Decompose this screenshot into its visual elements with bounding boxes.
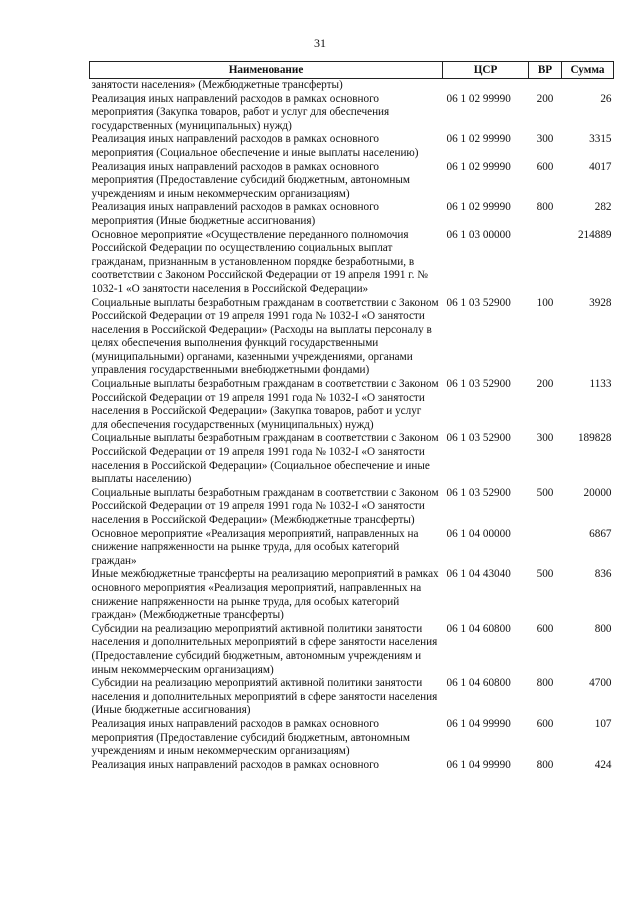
table-header-row bbox=[90, 62, 614, 79]
table-row bbox=[90, 378, 614, 432]
name-cell: Основное мероприятие «Реализация мероприятий, направленных на снижение напряженности на рынке труда, для особых категорий граждан» bbox=[91, 527, 419, 567]
vr-cell bbox=[529, 229, 562, 297]
table-row bbox=[90, 677, 614, 718]
name-cell: Реализация иных направлений расходов в рамках основного bbox=[91, 758, 379, 771]
header-sum: Сумма bbox=[562, 62, 614, 79]
vr-cell: 800 bbox=[536, 677, 554, 690]
table-row bbox=[90, 432, 614, 486]
sum-cell: 107 bbox=[594, 717, 612, 730]
table-row bbox=[90, 79, 614, 93]
page-number: 31 bbox=[314, 36, 326, 50]
vr-cell: 200 bbox=[536, 378, 554, 391]
sum-cell: 26 bbox=[600, 92, 612, 105]
csr-cell: 06 1 03 52900 bbox=[446, 378, 511, 391]
csr-cell: 06 1 04 99990 bbox=[446, 758, 511, 771]
sum-cell: 1133 bbox=[589, 378, 612, 391]
table-row bbox=[90, 93, 614, 134]
vr-cell: 300 bbox=[536, 432, 554, 445]
sum-cell: 3928 bbox=[589, 296, 612, 309]
sum-cell: 3315 bbox=[589, 133, 612, 146]
name-cell: Реализация иных направлений расходов в рамках основного мероприятия (Предоставление субсидий бюджетным, автономным учреждениям и иным некоммерческим организациям) bbox=[91, 717, 410, 758]
header-name: Наименование bbox=[90, 62, 443, 79]
table-row bbox=[90, 201, 614, 228]
vr-cell: 300 bbox=[536, 133, 554, 146]
table-row bbox=[90, 487, 614, 528]
table-row bbox=[90, 528, 614, 569]
name-cell: Социальные выплаты безработным гражданам в соответствии с Законом Российской Федерации от 19 апреля 1991 года № 1032-I «О занятости населения в Российской Федерации» (Межбюджетные трансферты) bbox=[91, 486, 439, 526]
header-csr: ЦСР bbox=[443, 62, 529, 79]
sum-cell: 424 bbox=[594, 758, 612, 771]
sum-cell: 800 bbox=[594, 622, 612, 635]
csr-cell: 06 1 04 99990 bbox=[446, 717, 511, 730]
name-cell: Социальные выплаты безработным гражданам в соответствии с Законом Российской Федерации от 19 апреля 1991 года № 1032-I «О занятости населения в Российской Федерации» (Социальное обеспечение и иные выплаты населению) bbox=[91, 432, 439, 486]
vr-cell: 500 bbox=[536, 568, 554, 581]
table-row bbox=[90, 759, 614, 773]
name-cell: Субсидии на реализацию мероприятий активной политики занятости населения и дополнительных мероприятий в сфере занятости населения (Иные бюджетные ассигнования) bbox=[91, 677, 438, 717]
sum-cell: 20000 bbox=[583, 486, 612, 499]
sum-cell: 214889 bbox=[577, 228, 612, 241]
csr-cell: 06 1 04 43040 bbox=[446, 568, 511, 581]
table-row bbox=[90, 568, 614, 622]
name-cell: Социальные выплаты безработным гражданам в соответствии с Законом Российской Федерации от 19 апреля 1991 года № 1032-I «О занятости населения в Российской Федерации» (Закупка товаров, работ и услуг для обеспечения государственных (муниципальных) нужд) bbox=[91, 378, 439, 431]
vr-cell: 100 bbox=[536, 296, 554, 309]
vr-cell: 500 bbox=[536, 486, 554, 499]
sum-cell: 189828 bbox=[577, 432, 612, 445]
sum-cell: 4700 bbox=[589, 677, 612, 690]
csr-cell: 06 1 03 52900 bbox=[446, 296, 511, 309]
vr-cell: 600 bbox=[536, 622, 554, 635]
sum-cell bbox=[562, 79, 614, 93]
vr-cell: 200 bbox=[536, 92, 554, 105]
vr-cell bbox=[529, 528, 562, 569]
sum-cell: 836 bbox=[594, 568, 612, 581]
table-row bbox=[90, 229, 614, 297]
name-cell: Иные межбюджетные трансферты на реализацию мероприятий в рамках основного мероприятия «Реализация мероприятий, направленных на снижение напряженности на рынке труда, для особых категорий граждан» (Межбюджетные трансферты) bbox=[91, 568, 439, 622]
table-row bbox=[90, 718, 614, 759]
vr-cell: 600 bbox=[536, 160, 554, 173]
table-row bbox=[90, 161, 614, 202]
csr-cell: 06 1 02 99990 bbox=[446, 201, 511, 214]
sum-cell: 6867 bbox=[589, 527, 612, 540]
vr-cell bbox=[529, 79, 562, 93]
vr-cell: 600 bbox=[536, 717, 554, 730]
vr-cell: 800 bbox=[536, 758, 554, 771]
csr-cell: 06 1 03 52900 bbox=[446, 432, 511, 445]
csr-cell: 06 1 04 60800 bbox=[446, 622, 511, 635]
table-row bbox=[90, 623, 614, 677]
csr-cell: 06 1 03 52900 bbox=[446, 486, 511, 499]
name-cell: занятости населения» (Межбюджетные трансферты) bbox=[91, 79, 343, 91]
name-cell: Основное мероприятие «Осуществление переданного полномочия Российской Федерации по осуществлению социальных выплат гражданам, признанным в установленном порядке безработными, в соответствии с Законом Российской Федерации от 19 апреля 1991 г. № 1032-1 «О занятости населения в Российской Федерации» bbox=[91, 228, 428, 295]
table-body bbox=[90, 79, 614, 773]
csr-cell: 06 1 03 00000 bbox=[446, 228, 511, 241]
csr-cell: 06 1 02 99990 bbox=[446, 92, 511, 105]
name-cell: Реализация иных направлений расходов в рамках основного мероприятия (Предоставление субсидий бюджетным, автономным учреждениям и иным некоммерческим организациям) bbox=[91, 160, 410, 200]
sum-cell: 4017 bbox=[589, 160, 612, 173]
name-cell: Социальные выплаты безработным гражданам в соответствии с Законом Российской Федерации от 19 апреля 1991 года № 1032-I «О занятости населения в Российской Федерации» (Расходы на выплаты персоналу в целях обеспечения выполнения функций государственными (муниципальными) органами, казенными учреждениями, органами управления государственными внебюджетными фондами) bbox=[91, 296, 439, 377]
vr-cell: 800 bbox=[536, 201, 554, 214]
name-cell: Реализация иных направлений расходов в рамках основного мероприятия (Социальное обеспечение и иные выплаты населению) bbox=[91, 133, 419, 159]
name-cell: Субсидии на реализацию мероприятий активной политики занятости населения и дополнительных мероприятий в сфере занятости населения (Предоставление субсидий бюджетным, автономным учреждениям и иным некоммерческим организациям) bbox=[91, 622, 438, 676]
header-vr: ВР bbox=[529, 62, 562, 79]
table-row bbox=[90, 297, 614, 379]
csr-cell: 06 1 04 00000 bbox=[446, 527, 511, 540]
csr-cell: 06 1 02 99990 bbox=[446, 160, 511, 173]
table-row bbox=[90, 133, 614, 160]
name-cell: Реализация иных направлений расходов в рамках основного мероприятия (Иные бюджетные ассигнования) bbox=[91, 201, 379, 227]
budget-table bbox=[89, 61, 614, 772]
csr-cell bbox=[443, 79, 529, 93]
sum-cell: 282 bbox=[594, 201, 612, 214]
csr-cell: 06 1 02 99990 bbox=[446, 133, 511, 146]
name-cell: Реализация иных направлений расходов в рамках основного мероприятия (Закупка товаров, работ и услуг для обеспечения государственных (муниципальных) нужд) bbox=[91, 92, 390, 132]
csr-cell: 06 1 04 60800 bbox=[446, 677, 511, 690]
